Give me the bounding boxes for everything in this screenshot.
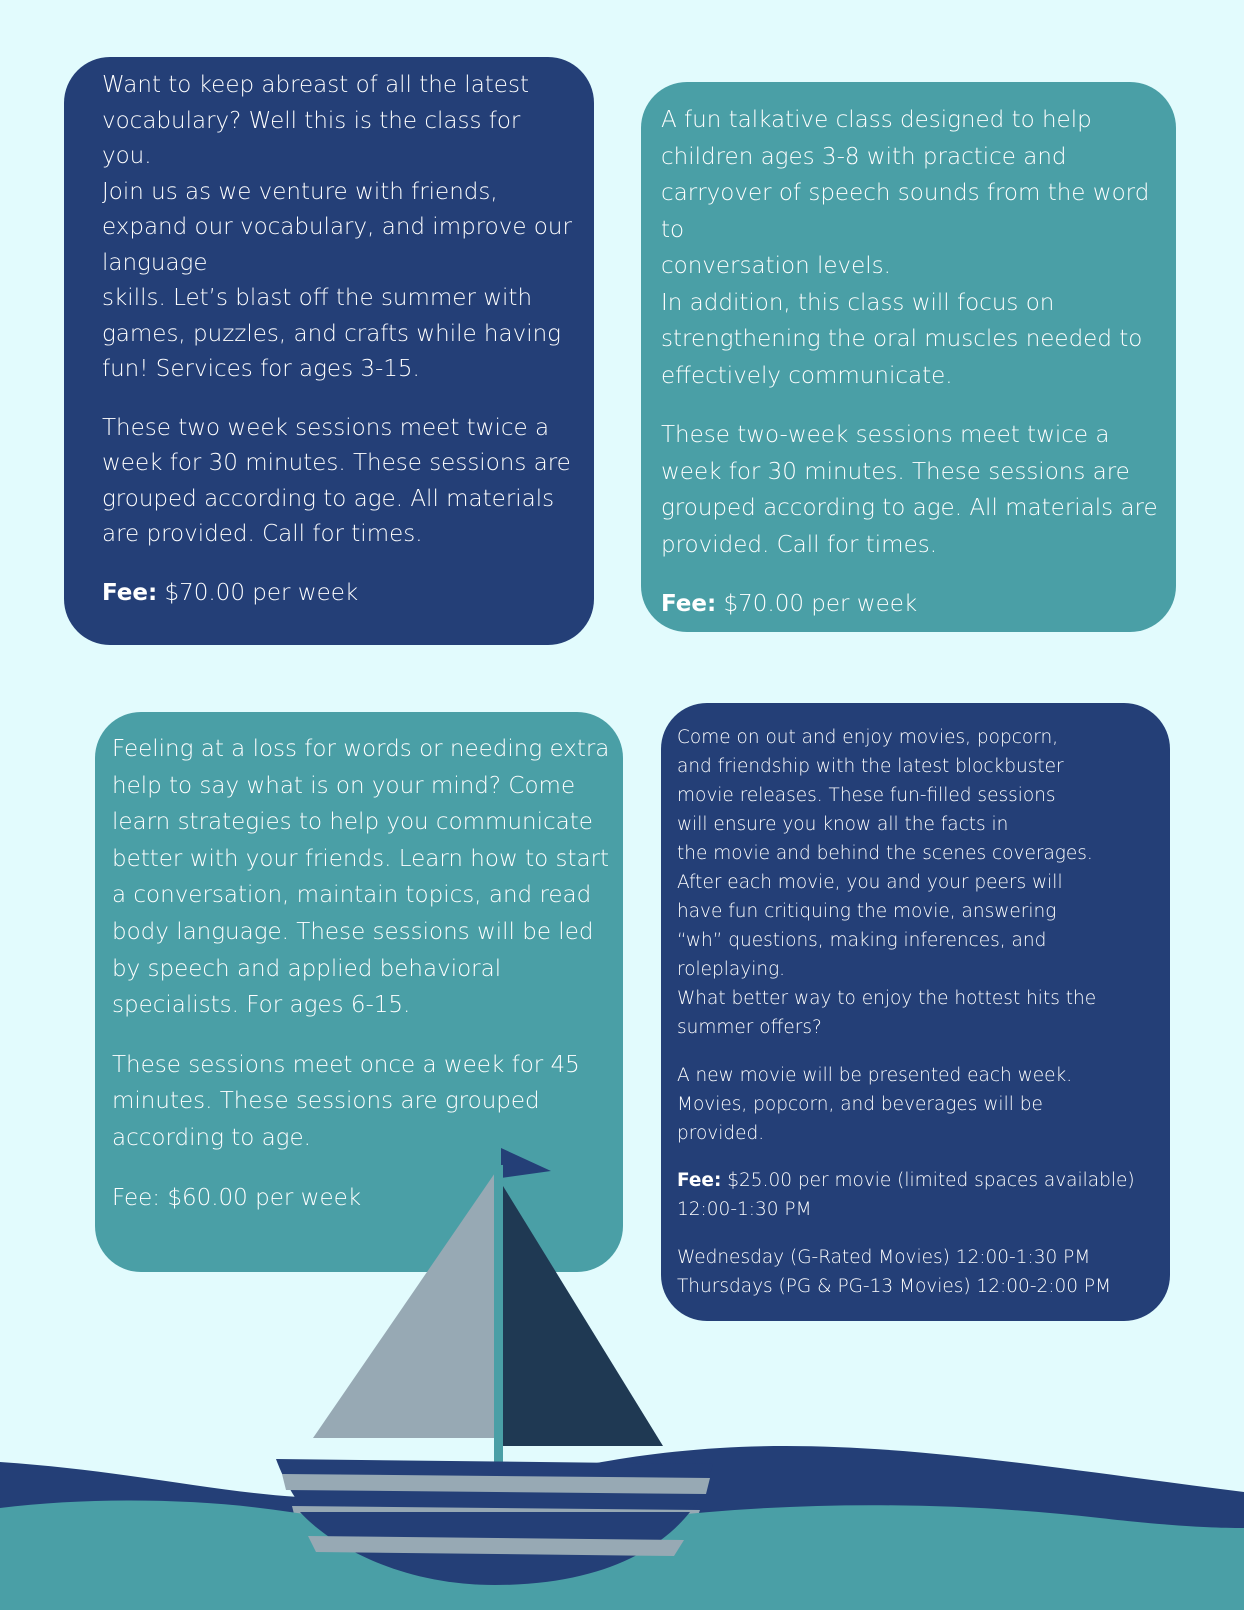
fee-value: $70.00 per week bbox=[716, 591, 918, 617]
fee-label: Fee: bbox=[661, 591, 717, 617]
social-fee: Fee: $60.00 per week bbox=[112, 1184, 362, 1211]
right-sail bbox=[503, 1186, 663, 1446]
fee-value: $70.00 per week bbox=[157, 579, 359, 606]
vocabulary-class-card bbox=[64, 57, 594, 645]
social-intro: Feeling at a loss for words or needing extra help to say what is on your mind? Come learn strategies to help you communicate better with your friends. Learn how to start a conversation, maintain topics, and read body language. These sessions will be led by speech and applied behavioral specialists. For ages 6-15. bbox=[112, 736, 610, 1019]
fee-label: Fee: bbox=[677, 1170, 722, 1191]
movie-intro: Come on out and enjoy movies, popcorn, and friendship with the latest blockbuster movie releases. These fun-filled sessions will ensure you know all the facts in the movie and behind the scenes coverages. After each movie, you and your peers will have fun critiquing the movie, answering “wh” questions, making inferences, and roleplaying. What better way to enjoy the hottest hits the summer offers? bbox=[677, 727, 1097, 1038]
fee-label: Fee: bbox=[102, 579, 158, 606]
movie-details: A new movie will be presented each week. Movies, popcorn, and beverages will be provided. bbox=[677, 1064, 1073, 1144]
movie-schedule-thursday: Thursdays (PG & PG-13 Movies) 12:00-2:00 PM bbox=[677, 1275, 1112, 1297]
fee-value: $25.00 per movie (limited spaces available) bbox=[721, 1170, 1135, 1191]
vocabulary-details: These two week sessions meet twice a week for 30 minutes. These sessions are grouped according to age. All materials are provided. Call for times. bbox=[102, 414, 571, 547]
vocabulary-intro: Want to keep abreast of all the latest vocabulary? Well this is the class for you. Join us as we venture with friends, expand our vocabulary, and improve our language skills. Let’s blast off the summer with games, puzzles, and crafts while having fun! Services for ages 3-15. bbox=[102, 72, 572, 382]
speech-details: These two-week sessions meet twice a week for 30 minutes. These sessions are grouped according to age. All materials are provided. Call for times. bbox=[661, 422, 1158, 558]
sailboat-illustration bbox=[0, 1140, 1244, 1610]
speech-class-card bbox=[641, 82, 1176, 632]
mast bbox=[494, 1165, 503, 1465]
left-sail bbox=[313, 1170, 497, 1438]
flag-icon bbox=[501, 1148, 551, 1178]
social-details: These sessions meet once a week for 45 minutes. These sessions are grouped according to age. bbox=[112, 1051, 580, 1151]
movie-fee-time: 12:00-1:30 PM bbox=[677, 1199, 812, 1220]
speech-intro: A fun talkative class designed to help children ages 3-8 with practice and carryover of speech sounds from the word to conversation levels. In addition, this class will focus on strengthening the oral muscles needed to effectively communicate. bbox=[661, 107, 1150, 389]
speech-fee bbox=[661, 586, 1166, 623]
vocabulary-fee bbox=[102, 576, 574, 612]
movie-schedule-wednesday: Wednesday (G-Rated Movies) 12:00-1:30 PM bbox=[677, 1246, 1091, 1268]
